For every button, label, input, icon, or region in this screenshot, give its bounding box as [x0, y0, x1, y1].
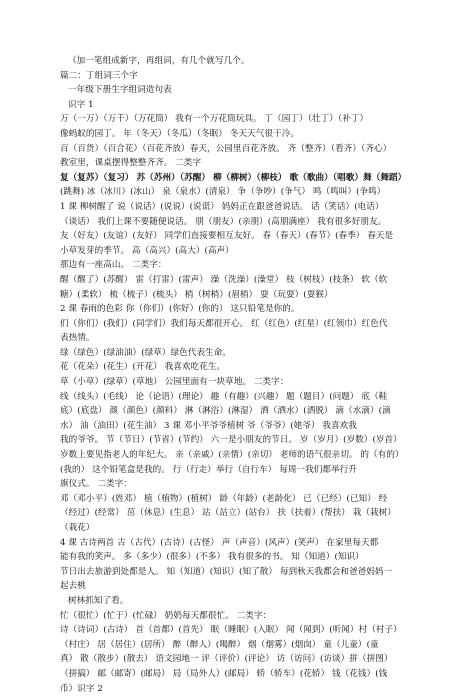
text-line: 识字 1: [68, 99, 94, 110]
text-line: （经过）(经常） 茁（休息）(生息） 站（站立）(站台） 扶（扶着）(帮扶） 栽（栽树）: [60, 508, 396, 519]
text-line: （拼搞） 邮（邮寄）(邮局） 局（局外人）(邮局） 轿（轿车）(花轿） 钱（花钱）(钱: [60, 668, 388, 679]
text-line: 岁数上要见指老人的年纪大。 亲（亲戚）(亲情）(亲切） 老师的语气很亲切。 的（有的）: [60, 450, 404, 461]
text-line: 线（线头）(毛线） 论（论语）(理论） 趣（有趣）(兴趣） 题（题目）(问题） 底（鞋: [60, 391, 388, 402]
text-line: 表热情。: [60, 333, 95, 344]
text-line: 水） 油（油田）(花生油） 3 课 邓小平爷爷植树 爷（爷爷）(姥爷） 我喜欢我: [60, 420, 357, 431]
text-line: （谈话） 我们上课不要随便说话。 朋（朋友）(亲朋）(高朋满座） 我有很多好朋友。: [60, 216, 387, 227]
text-line: （栽花）: [60, 523, 95, 533]
text-line: 草（小草）(绿草）(草地） 公园里面有一块草地。 二类字：: [60, 377, 289, 388]
text-line: 起去桃: [60, 581, 86, 592]
text-line: 4 课 古诗两首 古（古代）(古诗）(古怪） 声（声音）(风声）(笑声） 在家里每天都: [60, 537, 379, 548]
text-line: (跳舞) 冰（冰川）(冰山） 泉（泉水）(清泉） 争（争吵）(争气） 鸣（鸣叫）(争鸣）: [60, 187, 386, 198]
text-line: 能有我的笑声。 多（多少）(很多）(不多） 我有很多的书。 知（知道）(知识）: [60, 552, 364, 563]
text-line: 像蚂蚁的园丁。 年（冬天）（冬瓜）（冬眠） 冬天天气很干冷。: [60, 128, 299, 139]
text-line: 绿（绿色）(绿油油）(绿草）绿色代表生命。: [60, 347, 232, 358]
text-line: 诗（诗词）(古诗） 首（首都）(首先） 眠（睡眠）(入眠） 闻（闻到）(听闻）村（村子）: [60, 625, 402, 636]
text-line: 2 课 春雨的色彩 你（你们）(你好）(你的） 这只铅笔是你的。: [60, 304, 300, 315]
text-line: 树林抓知了看。: [68, 595, 129, 606]
text-line: 我的爷爷。 节（节日）(节省）(节约） 六一是小朋友的节日。 岁（岁月）(岁数）(岁首）: [60, 435, 402, 446]
text-line: 节日出去旅游到处都是人。 知（知道）(知识）(知了散） 每到秋天我都会和爸爸妈妈一: [60, 566, 393, 577]
text-line: 友（好友）(友谊）(友好） 同学们直接要相互友好。 春（春天）(春节）(春季） 春天是: [60, 231, 394, 242]
text-line: 花（花朵）(花生）(开花） 我喜欢吃花生。: [60, 362, 226, 373]
text-line: (我的） 这个铅笔盒是我的。 行（行走）举行（自行车） 每周一我们都举行升: [60, 464, 357, 475]
text-line: 1 课 柳树醒了 说（说话）(说说）(说谎） 妈妈正在跟爸爸说话。 话（笑话）(电话）: [60, 201, 384, 212]
text-line: 旗仪式。 二类字：: [60, 479, 132, 490]
text-line: 那边有一座高山。 二类字：: [60, 260, 167, 271]
text-line: 币）识字 2: [60, 683, 103, 694]
text-line: 教室里，课桌摆得整整齐齐。 二类字: [60, 158, 202, 169]
text-line: 万（一万）（万千）（万花筒） 我有一个万花筒玩具。 丁（园丁）（壮丁）（补丁）: [60, 114, 369, 125]
text-line: 糖）(柔软） 梳（梳子）(梳头） 梢（树梢）(眉梢） 耍（玩耍）(耍猴）: [60, 289, 333, 300]
text-line: 底）(底盘） 颜（颜色）(颜料） 淋（淋浴）(淋湿） 洒（洒水）(洒脱） 滴（水滴）(滴: [60, 406, 391, 417]
text-line: 小草发芽的季节。 高（高兴）(高大）(高声）: [60, 245, 234, 256]
text-line: 篇二：丁组词三个字: [60, 70, 138, 81]
text-line: 百（百货）（百合花）（百花齐放）春天，公园里百花齐放。 齐（整齐）（看齐）（齐心）: [60, 143, 392, 154]
text-line: 一年级下册生字组词造句表: [68, 85, 172, 96]
text-line: 们（你们）(我们）(同学们）我们每天都很开心。 红（红色）(红星）(红领巾）红色代: [60, 318, 388, 329]
text-line: （加一笔组成新字，再组词，有几个就写几个。: [68, 56, 250, 66]
text-line: 邓（邓小平）(姓邓） 植（植物）(植树） 龄（年龄）(老龄化） 已（已经）(已知） 经: [60, 493, 388, 504]
text-line: 复（复苏）（复习） 苏（苏州）（苏醒） 柳（柳树）（柳枝） 歌（歌曲）（唱歌）舞（舞蹈）: [60, 172, 407, 183]
text-line: （村庄） 居（居住）(居所） 醉（醉人）(喝醉） 烟（烟雾）(烟囱） 童（儿童）(童: [60, 639, 379, 650]
text-line: 忙（很忙）(忙于）(忙碌） 奶奶每天都很忙。 二类字：: [60, 610, 272, 621]
text-line: 真） 散（散步）(散去） 语文园地一 评（评价）(评论） 访（访问）(访谈）拼（拼图）: [60, 654, 393, 665]
text-line: 醒（醒了）(苏醒） 雷（打雷）(雷声） 澡（洗澡）(澡堂） 枝（树枝）(枝条） 软（软: [60, 274, 388, 285]
